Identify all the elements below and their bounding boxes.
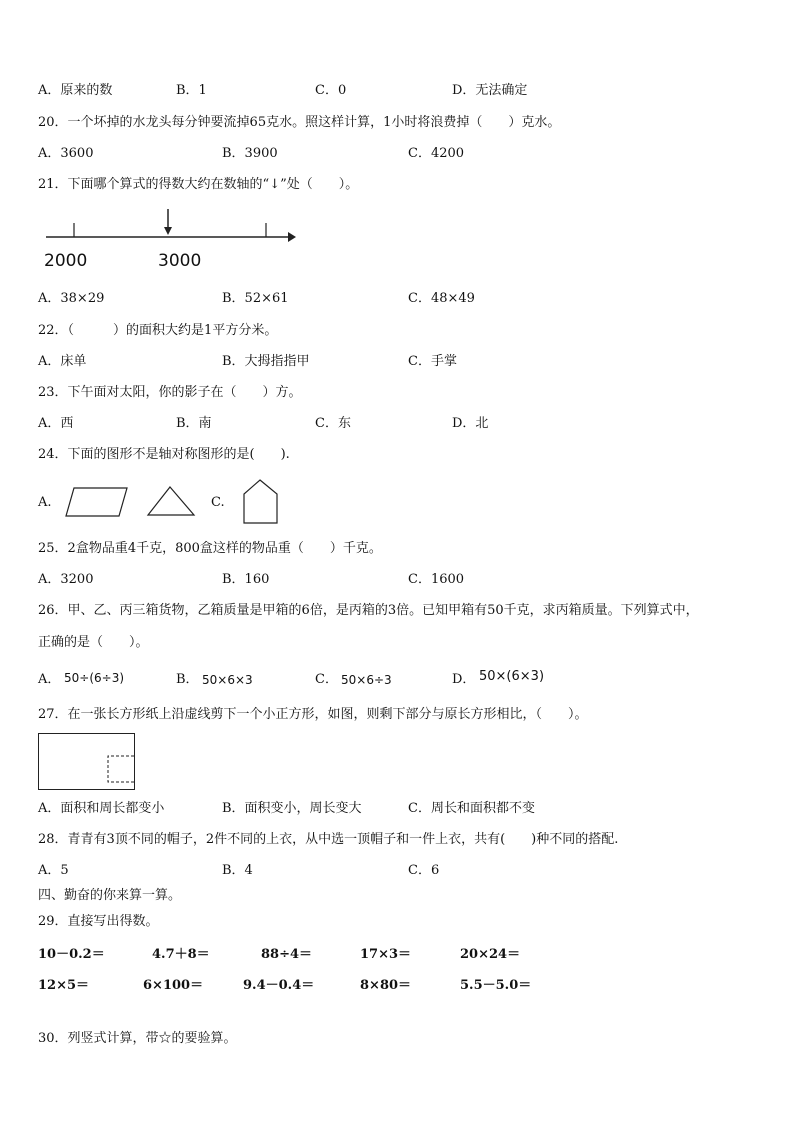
q29-r1-expr-2: 4.7＋8＝ <box>152 947 210 962</box>
q23-option-a: A．西 <box>38 416 74 431</box>
q28-option-c: C．6 <box>408 863 440 878</box>
triangle-shape <box>146 485 196 517</box>
q26-stem-line2: 正确的是（ ）。 <box>38 635 149 650</box>
section-4-title: 四、勤奋的你来算一算。 <box>38 888 182 903</box>
q25-option-a: A．3200 <box>38 572 94 587</box>
q20-option-a: A．3600 <box>38 146 94 161</box>
q24-option-c-label: C. <box>211 495 225 510</box>
q28-stem: 28．青青有3顶不同的帽子，2件不同的上衣，从中选一顶帽子和一件上衣，共有( )种不同的搭配. <box>38 832 619 847</box>
q25-stem: 25．2盒物品重4千克，800盒这样的物品重（ ）千克。 <box>38 541 382 556</box>
q27-option-b: B．面积变小，周长变大 <box>222 801 362 816</box>
q21-option-a: A．38×29 <box>38 291 105 306</box>
q29-r2-expr-1: 12×5＝ <box>38 978 90 993</box>
q19-option-d: D．无法确定 <box>452 83 528 98</box>
axis-label-2000: 2000 <box>44 251 88 271</box>
q26-option-b-letter: B． <box>176 672 199 687</box>
q26-option-c-expr: 50×6÷3 <box>341 673 392 687</box>
q26-option-a-letter: A． <box>38 672 61 687</box>
q27-stem: 27．在一张长方形纸上沿虚线剪下一个小正方形，如图，则剩下部分与原长方形相比，（ ）。 <box>38 707 588 722</box>
down-arrow-head-icon <box>164 227 172 235</box>
q26-option-b-expr: 50×6×3 <box>202 673 253 687</box>
q23-option-b: B．南 <box>176 416 212 431</box>
q29-r2-expr-2: 6×100＝ <box>143 978 204 993</box>
q26-option-a-expr: 50÷(6÷3) <box>64 671 125 685</box>
q23-option-c: C．东 <box>315 416 351 431</box>
q20-option-c: C．4200 <box>408 146 465 161</box>
q19-option-a: A．原来的数 <box>38 83 113 98</box>
q30-stem: 30．列竖式计算，带☆的要验算。 <box>38 1031 237 1046</box>
q19-option-b: B．1 <box>176 83 207 98</box>
q29-r1-expr-3: 88÷4＝ <box>261 947 313 962</box>
q24-stem: 24．下面的图形不是轴对称图形的是( ). <box>38 447 290 462</box>
q27-option-a: A．面积和周长都变小 <box>38 801 165 816</box>
rectangle-with-cut-square-figure <box>38 733 136 791</box>
q23-option-d: D．北 <box>452 416 489 431</box>
q22-stem: 22．（ ）的面积大约是1平方分米。 <box>38 323 278 338</box>
q20-stem: 20．一个坏掉的水龙头每分钟要流掉65克水。照这样计算，1小时将浪费掉（ ）克水。 <box>38 115 561 130</box>
q21-option-c: C．48×49 <box>408 291 475 306</box>
q24-option-a-label: A. <box>38 495 52 510</box>
number-line-arrowhead <box>288 232 296 242</box>
q29-r2-expr-4: 8×80＝ <box>360 978 412 993</box>
q25-option-b: B．160 <box>222 572 270 587</box>
q23-stem: 23．下午面对太阳，你的影子在（ ）方。 <box>38 385 302 400</box>
q26-stem-line1: 26．甲、乙、丙三箱货物，乙箱质量是甲箱的6倍，是丙箱的3倍。已知甲箱有50千克，求丙箱质量。下列算式中， <box>38 603 699 618</box>
q20-option-b: B．3900 <box>222 146 278 161</box>
q26-option-c-letter: C． <box>315 672 338 687</box>
q28-option-b: B．4 <box>222 863 253 878</box>
number-line-figure <box>40 205 300 245</box>
axis-label-3000: 3000 <box>158 251 202 271</box>
q29-stem: 29．直接写出得数。 <box>38 914 159 929</box>
pentagon-house-shape <box>241 478 281 526</box>
q29-r1-expr-4: 17×3＝ <box>360 947 412 962</box>
q29-r2-expr-3: 9.4－0.4＝ <box>243 978 315 993</box>
q26-option-d-letter: D． <box>452 672 476 687</box>
q21-stem: 21．下面哪个算式的得数大约在数轴的“↓”处（ ）。 <box>38 177 359 192</box>
q25-option-c: C．1600 <box>408 572 465 587</box>
q28-option-a: A．5 <box>38 863 69 878</box>
q29-r2-expr-5: 5.5－5.0＝ <box>460 978 532 993</box>
q22-option-b: B．大拇指指甲 <box>222 354 310 369</box>
q22-option-c: C．手掌 <box>408 354 457 369</box>
q29-r1-expr-1: 10－0.2＝ <box>38 947 105 962</box>
q26-option-d-expr: 50×(6×3) <box>479 669 545 684</box>
q21-option-b: B．52×61 <box>222 291 289 306</box>
q27-option-c: C．周长和面积都不变 <box>408 801 535 816</box>
parallelogram-shape <box>64 486 130 518</box>
q19-option-c: C．0 <box>315 83 347 98</box>
q22-option-a: A．床单 <box>38 354 87 369</box>
q29-r1-expr-5: 20×24＝ <box>460 947 521 962</box>
